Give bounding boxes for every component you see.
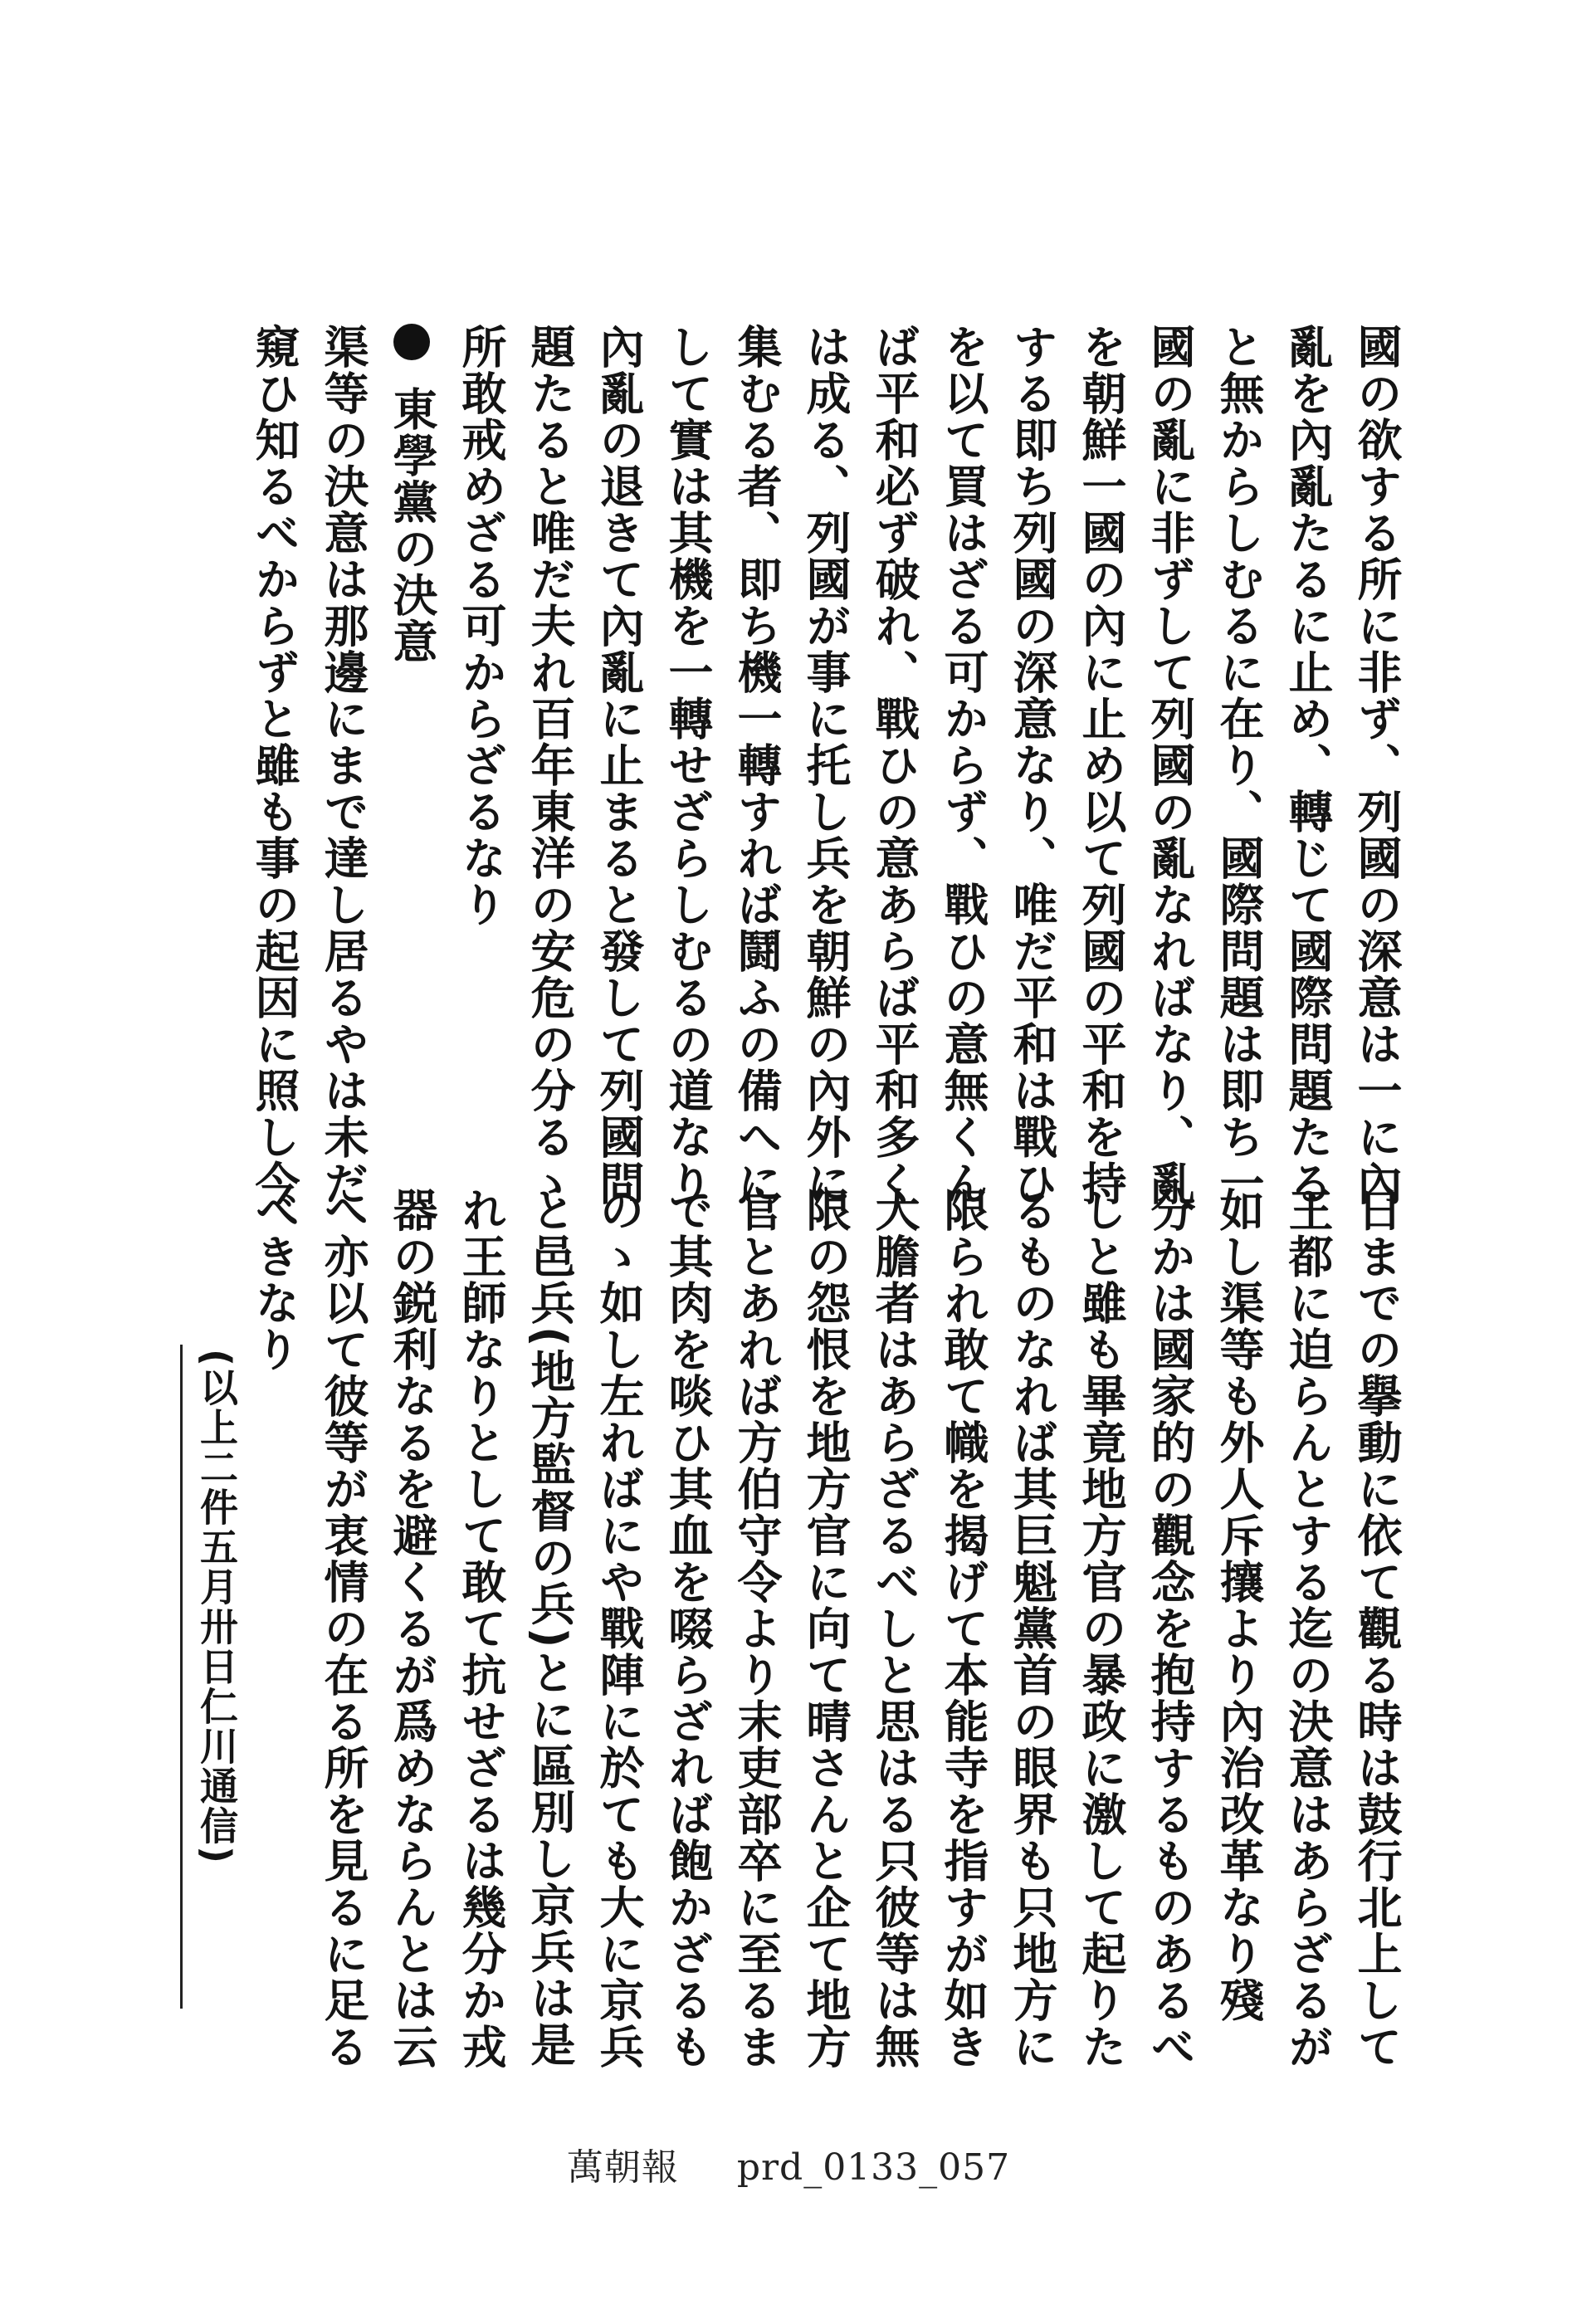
text-line: する即ち列國の深意なり、唯だ平和は戰ひ	[1006, 324, 1058, 1207]
source-note: (以上二件五月卅日仁川通信)	[194, 1349, 239, 1866]
text-line: 日までの擧動に依て觀る時は鼓行北上して	[1350, 1187, 1403, 2070]
text-line: 渠等の決意は那邊にまで達し居るやは未だ	[317, 324, 369, 1207]
text-line: 內亂の退きて內亂に止まると發して列國問	[593, 324, 645, 1207]
text-line: で其肉を啖ひ其血を啜らざれば飽かざるも	[662, 1187, 714, 2070]
text-line: 器の鋭利なるを避くるが爲めならんとは云	[386, 1187, 438, 2070]
text-line: 國の欲する所に非ず、列國の深意は一に內	[1350, 324, 1403, 1207]
text-line: 題たると唯だ夫れ百年東洋の安危の分るゝ	[524, 324, 576, 1207]
text-line: して實は其機を一轉せざらしむるの道なり	[662, 324, 714, 1207]
article-upper-block	[240, 324, 1411, 1207]
section-heading	[378, 324, 447, 1162]
text-line: れ王師なりとして敢て抗せざるは幾分か戎	[455, 1187, 507, 2070]
text-line: べきなり	[248, 1187, 300, 1373]
newspaper-name: 萬朝報	[566, 2146, 679, 2189]
text-line: 限られ敢て幟を揭げて本能寺を指すが如き	[937, 1187, 989, 2070]
text-line: を以て買はざる可からず、戰ひの意無くん	[937, 324, 989, 1207]
page-id: prd_0133_057	[736, 2146, 1011, 2189]
text-line: 王都に迫らんとする迄の決意はあらざるが	[1282, 1187, 1334, 2070]
section-heading-text: 東學黨の決意	[386, 385, 438, 665]
text-line: と無からしむるに在り、國際問題は即ち一	[1213, 324, 1265, 1207]
text-line: 國の亂に非ずして列國の亂なればなり、亂	[1144, 324, 1196, 1207]
article-lower-block	[240, 1187, 1411, 2070]
text-line: 所敢戒めざる可からざるなり	[455, 324, 507, 928]
column-rule	[180, 1345, 183, 2009]
text-line: 大膽者はあらざるべしと思はる只彼等は無	[868, 1187, 920, 2070]
text-line: 亂を內亂たるに止め、轉じて國際問題たる	[1282, 324, 1334, 1207]
text-line: しと雖も畢竟地方官の暴政に激して起りた	[1075, 1187, 1127, 2070]
text-line: 窺ひ知るべからずと雖も事の起因に照し今	[248, 324, 300, 1207]
text-line: 集むる者、即ち機一轉すれば鬪ふの備へに	[730, 324, 783, 1207]
bullet-icon	[393, 324, 430, 360]
text-line: は成る、列國が事に托し兵を朝鮮の內外に	[799, 324, 852, 1207]
text-line: と邑兵(地方監督の兵)とに區別し京兵は是	[524, 1187, 576, 2068]
text-line: を朝鮮一國の內に止め以て列國の平和を持	[1075, 324, 1127, 1207]
text-line: 如し渠等も外人斥攘より內治改革なり殘	[1213, 1187, 1265, 2024]
text-line: 分かは國家的の觀念を抱持するものあるべ	[1144, 1187, 1196, 2070]
text-line: へ亦以て彼等が衷情の在る所を見るに足る	[317, 1187, 369, 2070]
text-line: 官とあれば方伯守令より末吏部卒に至るま	[730, 1187, 783, 2070]
text-line: ば平和必ず破れ、戰ひの意あらば平和多く	[868, 324, 920, 1207]
text-line: のゝ如し左ればにや戰陣に於ても大に京兵	[593, 1187, 645, 2070]
text-line: 限の怨恨を地方官に向て晴さんと企て地方	[799, 1187, 852, 2070]
text-line: るものなれば其巨魁黨首の眼界も只地方に	[1006, 1187, 1058, 2070]
page-footer	[0, 2137, 1577, 2190]
